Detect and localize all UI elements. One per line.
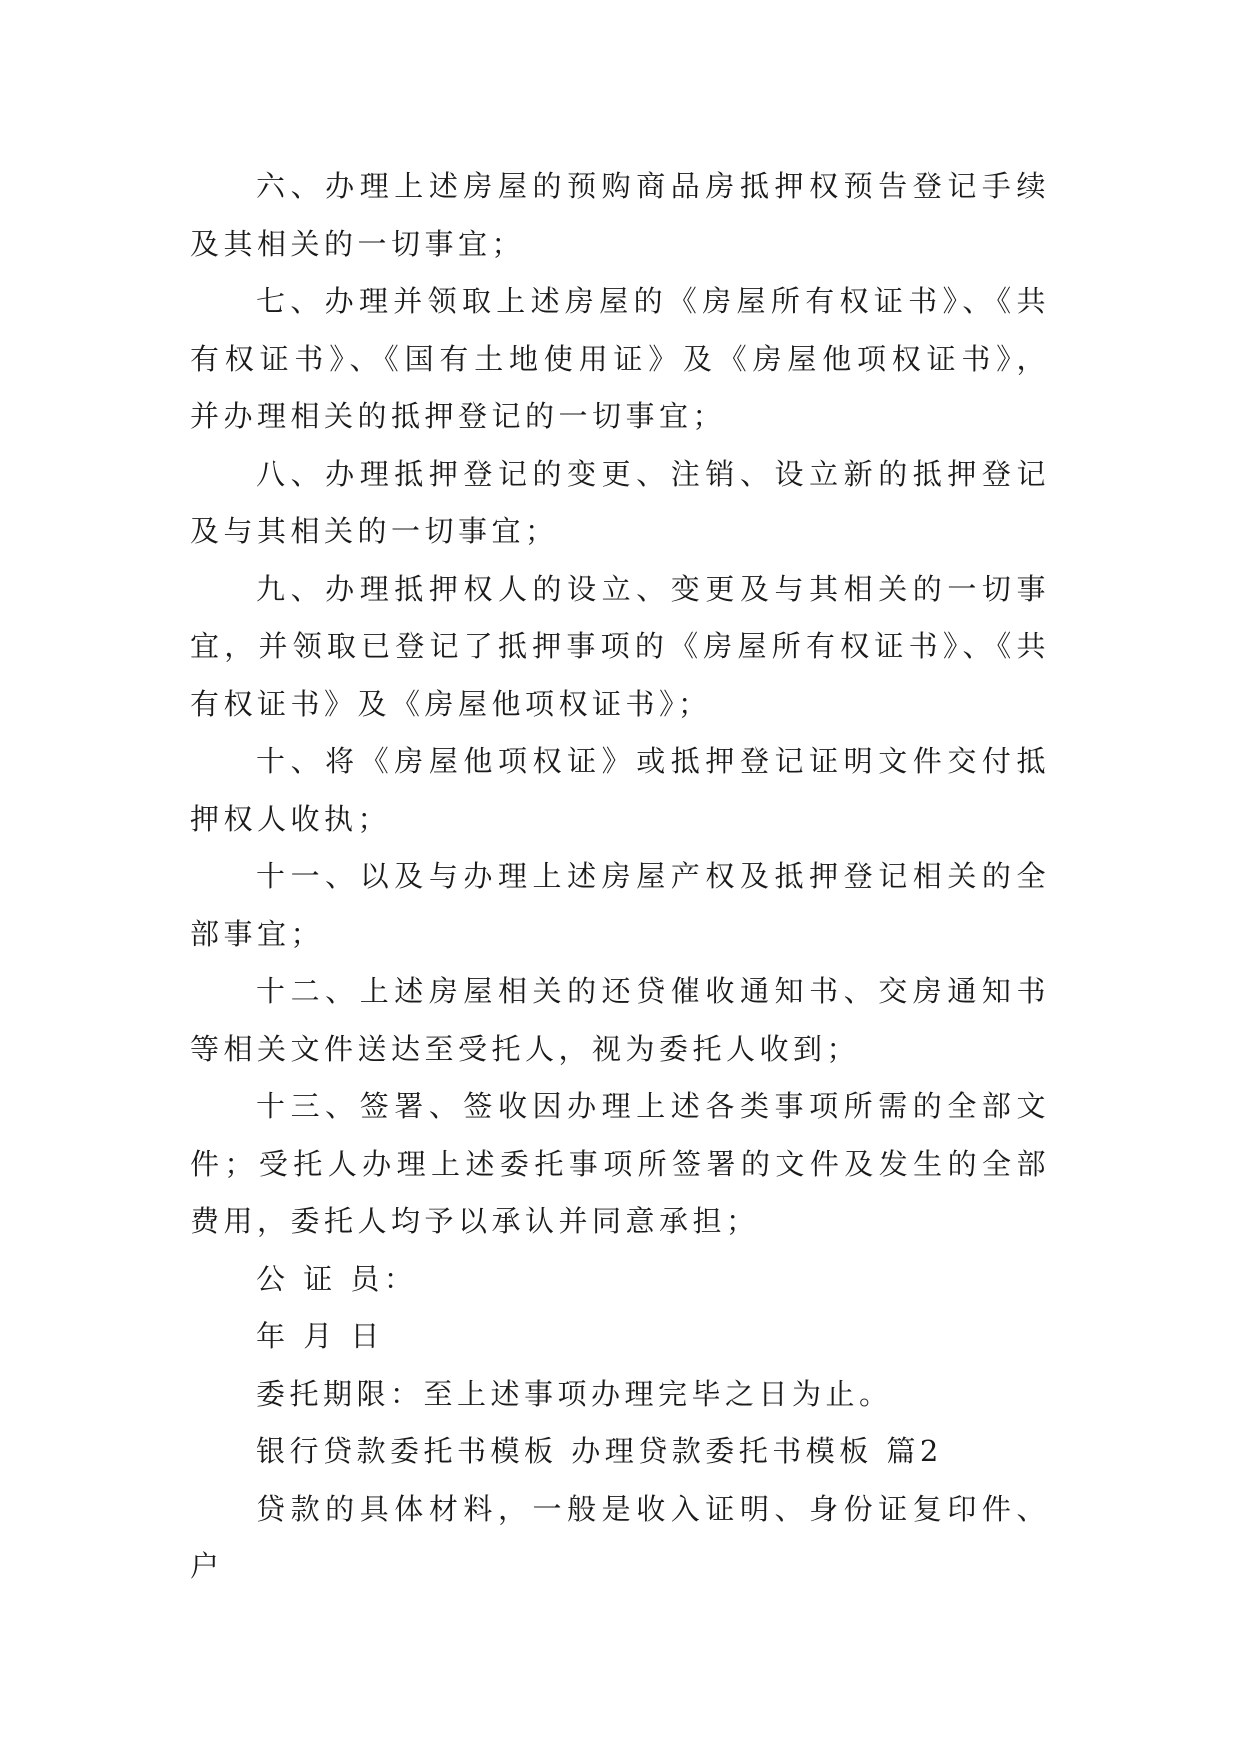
- paragraph-item-11: 十一、以及与办理上述房屋产权及抵押登记相关的全部事宜；: [190, 859, 1050, 951]
- paragraph-item-9: 九、办理抵押权人的设立、变更及与其相关的一切事宜，并领取已登记了抵押事项的《房屋所有权证书》、《共有权证书》及《房屋他项权证书》；: [190, 571, 1050, 721]
- date-line: 年 月 日: [256, 1319, 384, 1353]
- paragraph-item-8: 八、办理抵押登记的变更、注销、设立新的抵押登记及与其相关的一切事宜；: [190, 456, 1050, 548]
- paragraph-item-13: 十三、签署、签收因办理上述各类事项所需的全部文件；受托人办理上述委托事项所签署的文件及发生的全部费用，委托人均予以承认并同意承担；: [190, 1089, 1050, 1238]
- notary-signature-line: 公 证 员：: [256, 1261, 418, 1296]
- paragraph-item-12: 十二、上述房屋相关的还贷催收通知书、交房通知书等相关文件送达至受托人，视为委托人收到；: [190, 974, 1050, 1066]
- entrust-period: 委托期限：至上述事项办理完毕之日为止。: [256, 1376, 893, 1411]
- document-body: [190, 158, 1050, 1596]
- paragraph-item-6: 六、办理上述房屋的预购商品房抵押权预告登记手续及其相关的一切事宜；: [190, 169, 1050, 261]
- section-heading: 银行贷款委托书模板 办理贷款委托书模板 篇2: [256, 1434, 943, 1468]
- paragraph-item-10: 十、将《房屋他项权证》或抵押登记证明文件交付抵押权人收执；: [190, 744, 1050, 836]
- paragraph-item-7: 七、办理并领取上述房屋的《房屋所有权证书》、《共有权证书》、《国有土地使用证》及《房屋他项权证书》，并办理相关的抵押登记的一切事宜；: [190, 284, 1050, 433]
- loan-materials-paragraph: 贷款的具体材料，一般是收入证明、身份证复印件、户: [190, 1491, 1050, 1583]
